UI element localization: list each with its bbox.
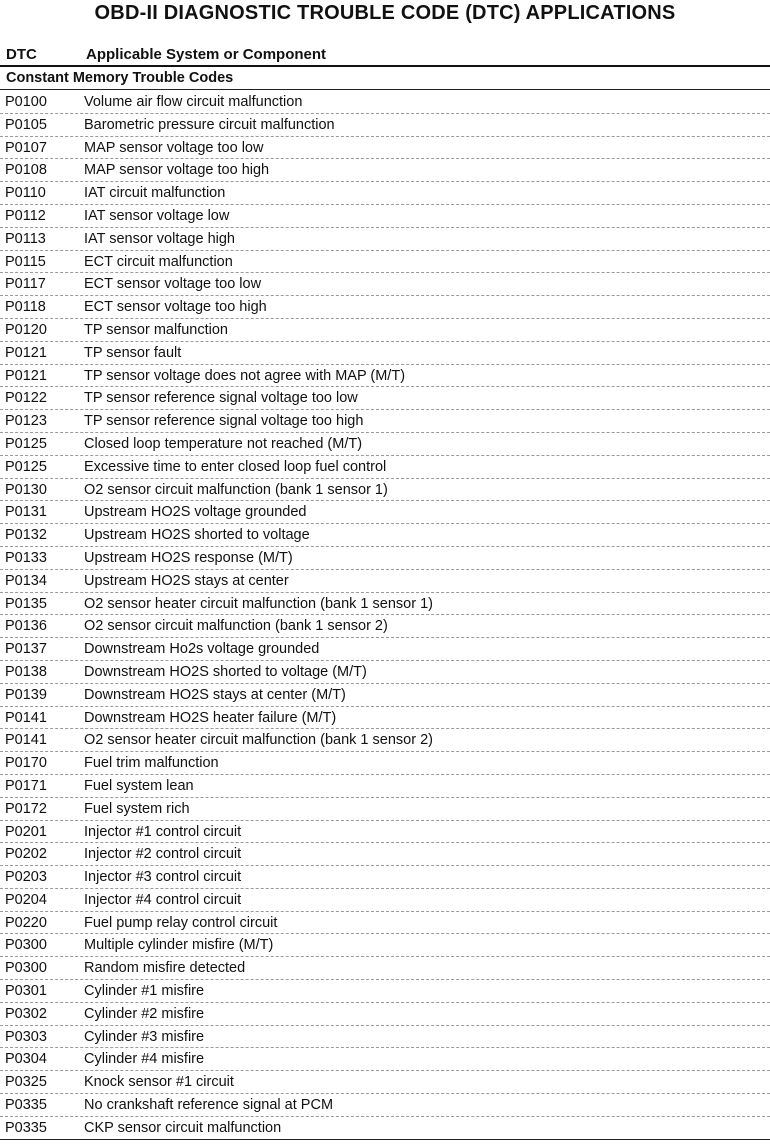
table-row	[0, 661, 770, 684]
dtc-code: P0123	[5, 413, 47, 430]
dtc-code: P0132	[5, 527, 47, 544]
dtc-code: P0118	[5, 299, 46, 316]
dtc-code: P0105	[5, 116, 47, 133]
dtc-code: P0122	[5, 390, 47, 407]
table-row	[0, 228, 770, 251]
dtc-description: Fuel system lean	[84, 777, 194, 794]
dtc-code: P0302	[5, 1005, 47, 1022]
dtc-description: TP sensor voltage does not agree with MAP (M/T)	[84, 367, 406, 384]
dtc-description: Injector #4 control circuit	[84, 891, 242, 908]
table-row	[0, 1026, 770, 1049]
table-row	[0, 501, 770, 524]
dtc-code: P0121	[5, 344, 47, 361]
dtc-code: P0141	[5, 732, 47, 749]
dtc-description: O2 sensor circuit malfunction (bank 1 sensor 1)	[84, 481, 388, 498]
dtc-code: P0335	[5, 1097, 47, 1114]
dtc-code: P0125	[5, 458, 47, 475]
table-row	[0, 182, 770, 205]
dtc-code: P0100	[5, 94, 47, 110]
table-row	[0, 251, 770, 274]
table-row	[0, 934, 770, 957]
dtc-description: Barometric pressure circuit malfunction	[84, 116, 335, 133]
dtc-description: Cylinder #2 misfire	[84, 1005, 205, 1022]
dtc-code: P0201	[5, 823, 47, 840]
table-row	[0, 570, 770, 593]
table-row	[0, 638, 770, 661]
dtc-code: P0135	[5, 595, 47, 612]
table-row	[0, 912, 770, 935]
dtc-description: Volume air flow circuit malfunction	[84, 94, 303, 110]
table-row	[0, 410, 770, 433]
dtc-code: P0300	[5, 937, 47, 954]
table-row	[0, 707, 770, 730]
dtc-code: P0220	[5, 914, 47, 931]
dtc-description: Fuel system rich	[84, 800, 190, 817]
dtc-description: Random misfire detected	[84, 960, 246, 977]
dtc-description: O2 sensor heater circuit malfunction (bank 1 sensor 1)	[84, 595, 433, 612]
dtc-code: P0172	[5, 800, 47, 817]
dtc-code: P0121	[5, 367, 47, 384]
dtc-description: Injector #1 control circuit	[84, 823, 242, 840]
table-row	[0, 1003, 770, 1026]
table-row	[0, 1071, 770, 1094]
dtc-code: P0112	[5, 207, 46, 224]
table-row	[0, 615, 770, 638]
column-header-dtc: DTC	[6, 46, 37, 63]
dtc-code: P0325	[5, 1074, 47, 1091]
dtc-description: TP sensor reference signal voltage too high	[84, 413, 364, 430]
table-row	[0, 957, 770, 980]
dtc-description: Upstream HO2S shorted to voltage	[84, 527, 310, 544]
dtc-code: P0138	[5, 663, 47, 680]
dtc-description: ECT sensor voltage too high	[84, 299, 267, 316]
dtc-code: P0110	[5, 185, 46, 202]
table-row	[0, 387, 770, 410]
dtc-description: Upstream HO2S voltage grounded	[84, 504, 307, 521]
dtc-description: Multiple cylinder misfire (M/T)	[84, 937, 274, 954]
table-row	[0, 296, 770, 319]
dtc-description: Downstream Ho2s voltage grounded	[84, 641, 320, 658]
dtc-description: Knock sensor #1 circuit	[84, 1074, 234, 1091]
dtc-description: Upstream HO2S response (M/T)	[84, 549, 293, 566]
dtc-description: O2 sensor heater circuit malfunction (bank 1 sensor 2)	[84, 732, 433, 749]
table-row	[0, 342, 770, 365]
dtc-description: Downstream HO2S heater failure (M/T)	[84, 709, 337, 726]
dtc-code: P0304	[5, 1051, 47, 1068]
table-row	[0, 798, 770, 821]
table-row	[0, 752, 770, 775]
dtc-description: Closed loop temperature not reached (M/T)	[84, 435, 363, 452]
dtc-description: MAP sensor voltage too low	[84, 139, 264, 156]
table-row	[0, 980, 770, 1003]
dtc-code: P0117	[5, 276, 46, 293]
dtc-description: Excessive time to enter closed loop fuel control	[84, 458, 387, 475]
dtc-description: Fuel pump relay control circuit	[84, 914, 278, 931]
dtc-description: Cylinder #4 misfire	[84, 1051, 205, 1068]
dtc-code: P0204	[5, 891, 47, 908]
dtc-description: ECT sensor voltage too low	[84, 276, 262, 293]
dtc-code: P0300	[5, 960, 47, 977]
dtc-code: P0108	[5, 162, 47, 179]
table-row	[0, 843, 770, 866]
dtc-description: Downstream HO2S stays at center (M/T)	[84, 686, 346, 703]
table-row	[0, 1094, 770, 1117]
dtc-code: P0115	[5, 253, 46, 270]
table-row	[0, 479, 770, 502]
dtc-description: Injector #3 control circuit	[84, 869, 242, 886]
dtc-description: Cylinder #3 misfire	[84, 1028, 205, 1045]
dtc-description: O2 sensor circuit malfunction (bank 1 sensor 2)	[84, 618, 388, 635]
table-row	[0, 456, 770, 479]
dtc-code: P0130	[5, 481, 47, 498]
table-row	[0, 775, 770, 798]
dtc-code: P0301	[5, 983, 47, 1000]
dtc-description: Fuel trim malfunction	[84, 755, 219, 772]
dtc-code: P0125	[5, 435, 47, 452]
table-row	[0, 137, 770, 160]
table-row	[0, 593, 770, 616]
dtc-description: CKP sensor circuit malfunction	[84, 1119, 282, 1136]
table-row	[0, 365, 770, 388]
dtc-description: No crankshaft reference signal at PCM	[84, 1097, 334, 1114]
dtc-code: P0171	[5, 777, 47, 794]
dtc-code: P0134	[5, 572, 47, 589]
dtc-code: P0170	[5, 755, 47, 772]
dtc-code: P0136	[5, 618, 47, 635]
column-header-system: Applicable System or Component	[86, 46, 327, 63]
dtc-description: MAP sensor voltage too high	[84, 162, 270, 179]
dtc-code: P0335	[5, 1119, 47, 1136]
table-row	[0, 273, 770, 296]
dtc-code: P0303	[5, 1028, 47, 1045]
table-row	[0, 1117, 770, 1140]
dtc-description: Downstream HO2S shorted to voltage (M/T)	[84, 663, 367, 680]
table-row	[0, 866, 770, 889]
dtc-description: Injector #2 control circuit	[84, 846, 242, 863]
dtc-table-body	[0, 91, 770, 1140]
section-heading: Constant Memory Trouble Codes	[0, 67, 770, 90]
table-row	[0, 684, 770, 707]
dtc-description: IAT sensor voltage high	[84, 230, 235, 247]
table-row	[0, 433, 770, 456]
table-row	[0, 159, 770, 182]
table-row	[0, 319, 770, 342]
dtc-description: ECT circuit malfunction	[84, 253, 233, 270]
dtc-code: P0107	[5, 139, 47, 156]
page-title: OBD-II DIAGNOSTIC TROUBLE CODE (DTC) APPLICATIONS	[94, 2, 676, 24]
dtc-code: P0113	[5, 230, 46, 247]
dtc-code: P0203	[5, 869, 47, 886]
table-row	[0, 91, 770, 114]
dtc-code: P0131	[5, 504, 47, 521]
dtc-description: TP sensor fault	[84, 344, 182, 361]
dtc-code: P0120	[5, 321, 47, 338]
dtc-code: P0202	[5, 846, 47, 863]
table-row	[0, 524, 770, 547]
dtc-description: TP sensor malfunction	[84, 321, 228, 338]
dtc-code: P0137	[5, 641, 47, 658]
dtc-code: P0139	[5, 686, 47, 703]
dtc-description: Upstream HO2S stays at center	[84, 572, 289, 589]
dtc-description: IAT circuit malfunction	[84, 185, 226, 202]
dtc-code: P0141	[5, 709, 47, 726]
column-header-row	[0, 44, 770, 66]
dtc-code: P0133	[5, 549, 47, 566]
table-row	[0, 205, 770, 228]
table-row	[0, 1048, 770, 1071]
table-row	[0, 114, 770, 137]
table-row	[0, 821, 770, 844]
dtc-description: IAT sensor voltage low	[84, 207, 230, 224]
table-row	[0, 889, 770, 912]
dtc-description: TP sensor reference signal voltage too low	[84, 390, 358, 407]
table-row	[0, 729, 770, 752]
table-row	[0, 547, 770, 570]
dtc-description: Cylinder #1 misfire	[84, 983, 205, 1000]
